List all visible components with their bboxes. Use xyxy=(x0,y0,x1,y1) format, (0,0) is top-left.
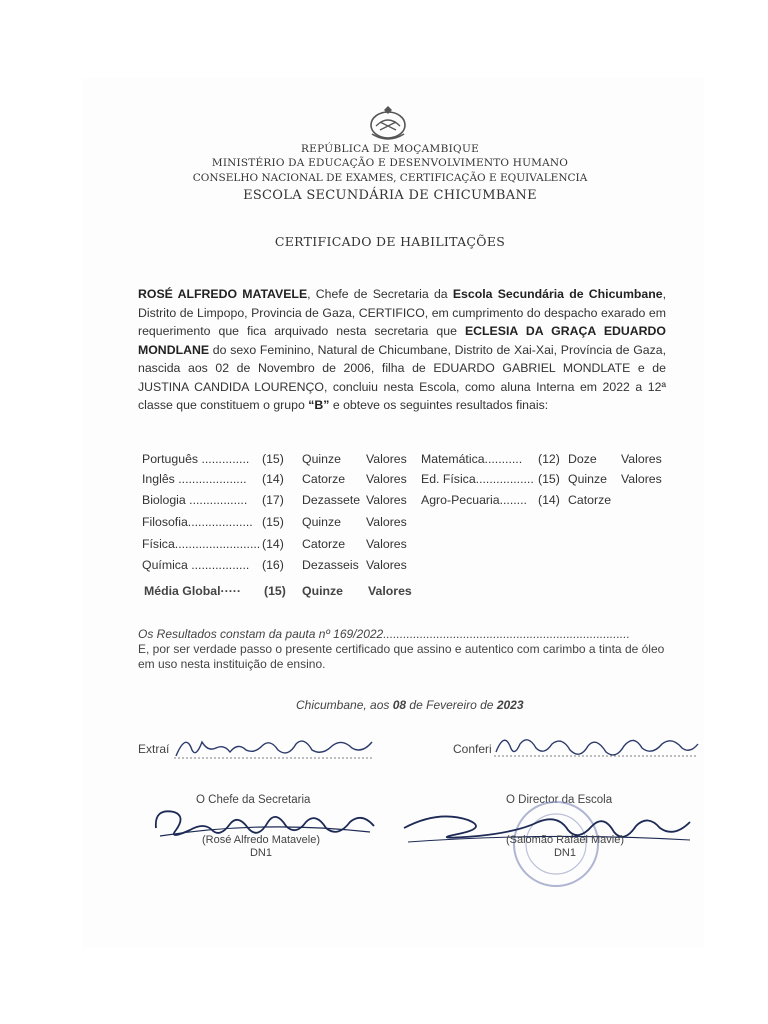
conferi-signature xyxy=(492,726,702,766)
left-signer-code: DN1 xyxy=(249,847,272,859)
grade-number: (14) xyxy=(538,493,560,507)
media-grade: (15) xyxy=(264,584,286,598)
grade-subject: Inglês .................... xyxy=(142,472,247,486)
grade-number: (17) xyxy=(262,493,284,507)
grade-number: (15) xyxy=(538,472,560,486)
body-text-3: do sexo Feminino, Natural de Chicumbane, Distrito de Xai-Xai, Província de Gaza, nascida aos 02 de Novembro de 2006, filha de EDUARDO GABRIEL MONDLATE e de JUSTINA CANDIDA LOURENÇO, concluiu nesta Escola, como aluna Interna em 2022 a 12ª classe que constituem o grupo xyxy=(138,342,666,412)
grade-number: (15) xyxy=(262,515,284,529)
student-name: ECLESIA DA GRAÇA EDUARDO MONDLANE xyxy=(138,324,666,357)
grade-subject: Matemática........... xyxy=(421,452,523,466)
grade-words: Catorze xyxy=(302,537,346,551)
group-label: “B” xyxy=(308,398,330,412)
grade-subject: Química ................. xyxy=(142,558,250,572)
grade-unit: Valores xyxy=(621,452,662,466)
extrai-signature xyxy=(172,728,382,764)
body-text-2: , Distrito de Limpopo, Provincia de Gaza, CERTIFICO, em cumprimento do despacho exarado em requerimento que fica arquivado nesta secretaria que xyxy=(138,287,667,338)
grade-subject: Física......................... xyxy=(142,537,261,551)
results-statement xyxy=(138,627,673,672)
grade-words: Dezasseis xyxy=(302,558,359,572)
grade-unit: Valores xyxy=(621,472,662,486)
header-republic: REPÚBLICA DE MOÇAMBIQUE xyxy=(300,143,480,155)
grade-words: Catorze xyxy=(302,472,346,486)
grade-subject: Biologia ................. xyxy=(142,493,248,507)
secretary-name: ROSÉ ALFREDO MATAVELE xyxy=(138,287,308,301)
date-day: 08 xyxy=(392,698,407,712)
results-pauta-line: Os Resultados constam da pauta nº 169/2022.......................................................................... xyxy=(138,627,630,641)
grade-unit: Valores xyxy=(366,472,407,486)
date-year: 2023 xyxy=(496,698,524,712)
grade-subject: Ed. Física................. xyxy=(421,472,534,486)
grade-unit: Valores xyxy=(366,515,407,529)
media-label: Média Global····· xyxy=(144,584,242,598)
grade-words: Quinze xyxy=(568,472,607,486)
grade-words: Doze xyxy=(568,452,597,466)
header-ministry: MINISTÉRIO DA EDUCAÇÃO E DESENVOLVIMENTO HUMANO xyxy=(211,157,569,169)
grade-words: Quinze xyxy=(302,452,341,466)
conferi-label: Conferi xyxy=(453,742,492,756)
grade-number: (16) xyxy=(262,558,284,572)
media-unit: Valores xyxy=(368,584,412,598)
grade-unit: Valores xyxy=(366,558,407,572)
right-signer-code: DN1 xyxy=(553,847,576,859)
grade-number: (14) xyxy=(262,537,284,551)
grade-number: (14) xyxy=(262,472,284,486)
grade-subject: Português .............. xyxy=(142,452,250,466)
grade-words: Catorze xyxy=(568,493,612,507)
grade-subject: Agro-Pecuaria........ xyxy=(421,493,527,507)
grade-number: (12) xyxy=(538,452,560,466)
body-text-1: , Chefe de Secretaria da xyxy=(307,287,453,301)
left-signer-name: (Rosé Alfredo Matavele) xyxy=(202,834,320,846)
grade-unit: Valores xyxy=(366,452,407,466)
grade-unit: Valores xyxy=(366,493,407,507)
grade-unit: Valores xyxy=(366,537,407,551)
school-name: Escola Secundária de Chicumbane xyxy=(452,287,663,301)
media-words: Quinze xyxy=(302,584,343,598)
grade-subject: Filosofia................... xyxy=(142,515,253,529)
body-text-4: e obteve os seguintes resultados finais: xyxy=(329,398,549,412)
extrai-label: Extraí xyxy=(138,742,170,756)
left-signer-role: O Chefe da Secretaria xyxy=(196,794,311,806)
grade-words: Quinze xyxy=(302,515,341,529)
national-emblem-icon xyxy=(366,104,410,142)
place-and-date: Chicumbane, aos 08 de Fevereiro de 2023 xyxy=(296,698,524,712)
header-school: ESCOLA SECUNDÁRIA DE CHICUMBANE xyxy=(243,188,537,203)
right-signer-name: (Salomão Rafael Mavie) xyxy=(506,834,624,846)
header-council: CONSELHO NACIONAL DE EXAMES, CERTIFICAÇÃO E EQUIVALENCIA xyxy=(192,172,588,184)
right-signer-role: O Director da Escola xyxy=(506,794,613,806)
certificate-title: CERTIFICADO DE HABILITAÇÕES xyxy=(274,234,506,249)
grade-number: (15) xyxy=(262,452,284,466)
grade-words: Dezassete xyxy=(302,493,361,507)
results-closing-text: E, por ser verdade passo o presente certificado que assino e autentico com carimbo a tinta de óleo em uso nesta instituição de ensino. xyxy=(138,642,665,671)
certificate-body xyxy=(138,285,666,415)
